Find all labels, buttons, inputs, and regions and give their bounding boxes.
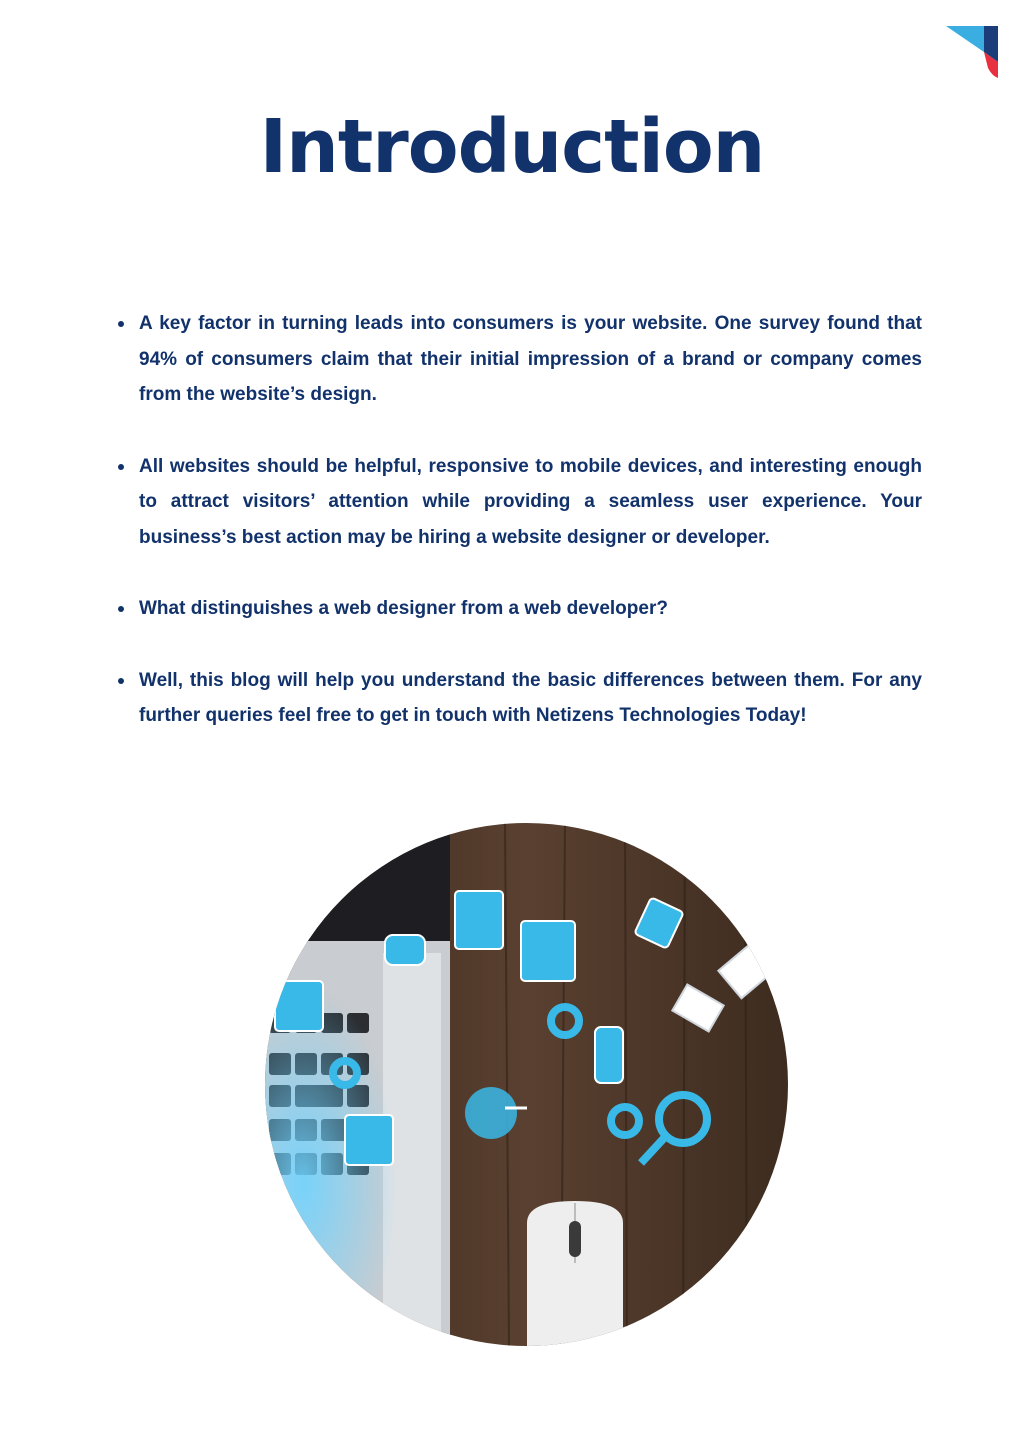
bullet-item [114, 663, 922, 734]
bullet-item [114, 591, 922, 627]
page-title: Introduction [259, 104, 765, 190]
bullet-item [114, 449, 922, 556]
intro-bullet-list [114, 306, 922, 770]
bullet-text: Well, this blog will help you understand the basic differences between them. For any further queries feel free to get in touch with Netizens Technologies Today! [139, 669, 922, 726]
bullet-text: All websites should be helpful, responsive to mobile devices, and interesting enough to attract visitors’ attention while providing a seamless user experience. Your business’s best action may be hiring a website designer or developer. [139, 455, 922, 548]
bullet-dot-icon [118, 321, 124, 327]
bullet-dot-icon [118, 606, 124, 612]
laptop-desk-photo [265, 823, 788, 1346]
bullet-dot-icon [118, 464, 124, 470]
brand-logo-icon [944, 22, 1000, 80]
bullet-text: A key factor in turning leads into consumers is your website. One survey found that 94% of consumers claim that their initial impression of a brand or company comes from the website’s design. [139, 313, 922, 405]
bullet-item [114, 306, 922, 413]
bullet-text: What distinguishes a web designer from a web developer? [139, 598, 668, 619]
bullet-dot-icon [118, 678, 124, 684]
